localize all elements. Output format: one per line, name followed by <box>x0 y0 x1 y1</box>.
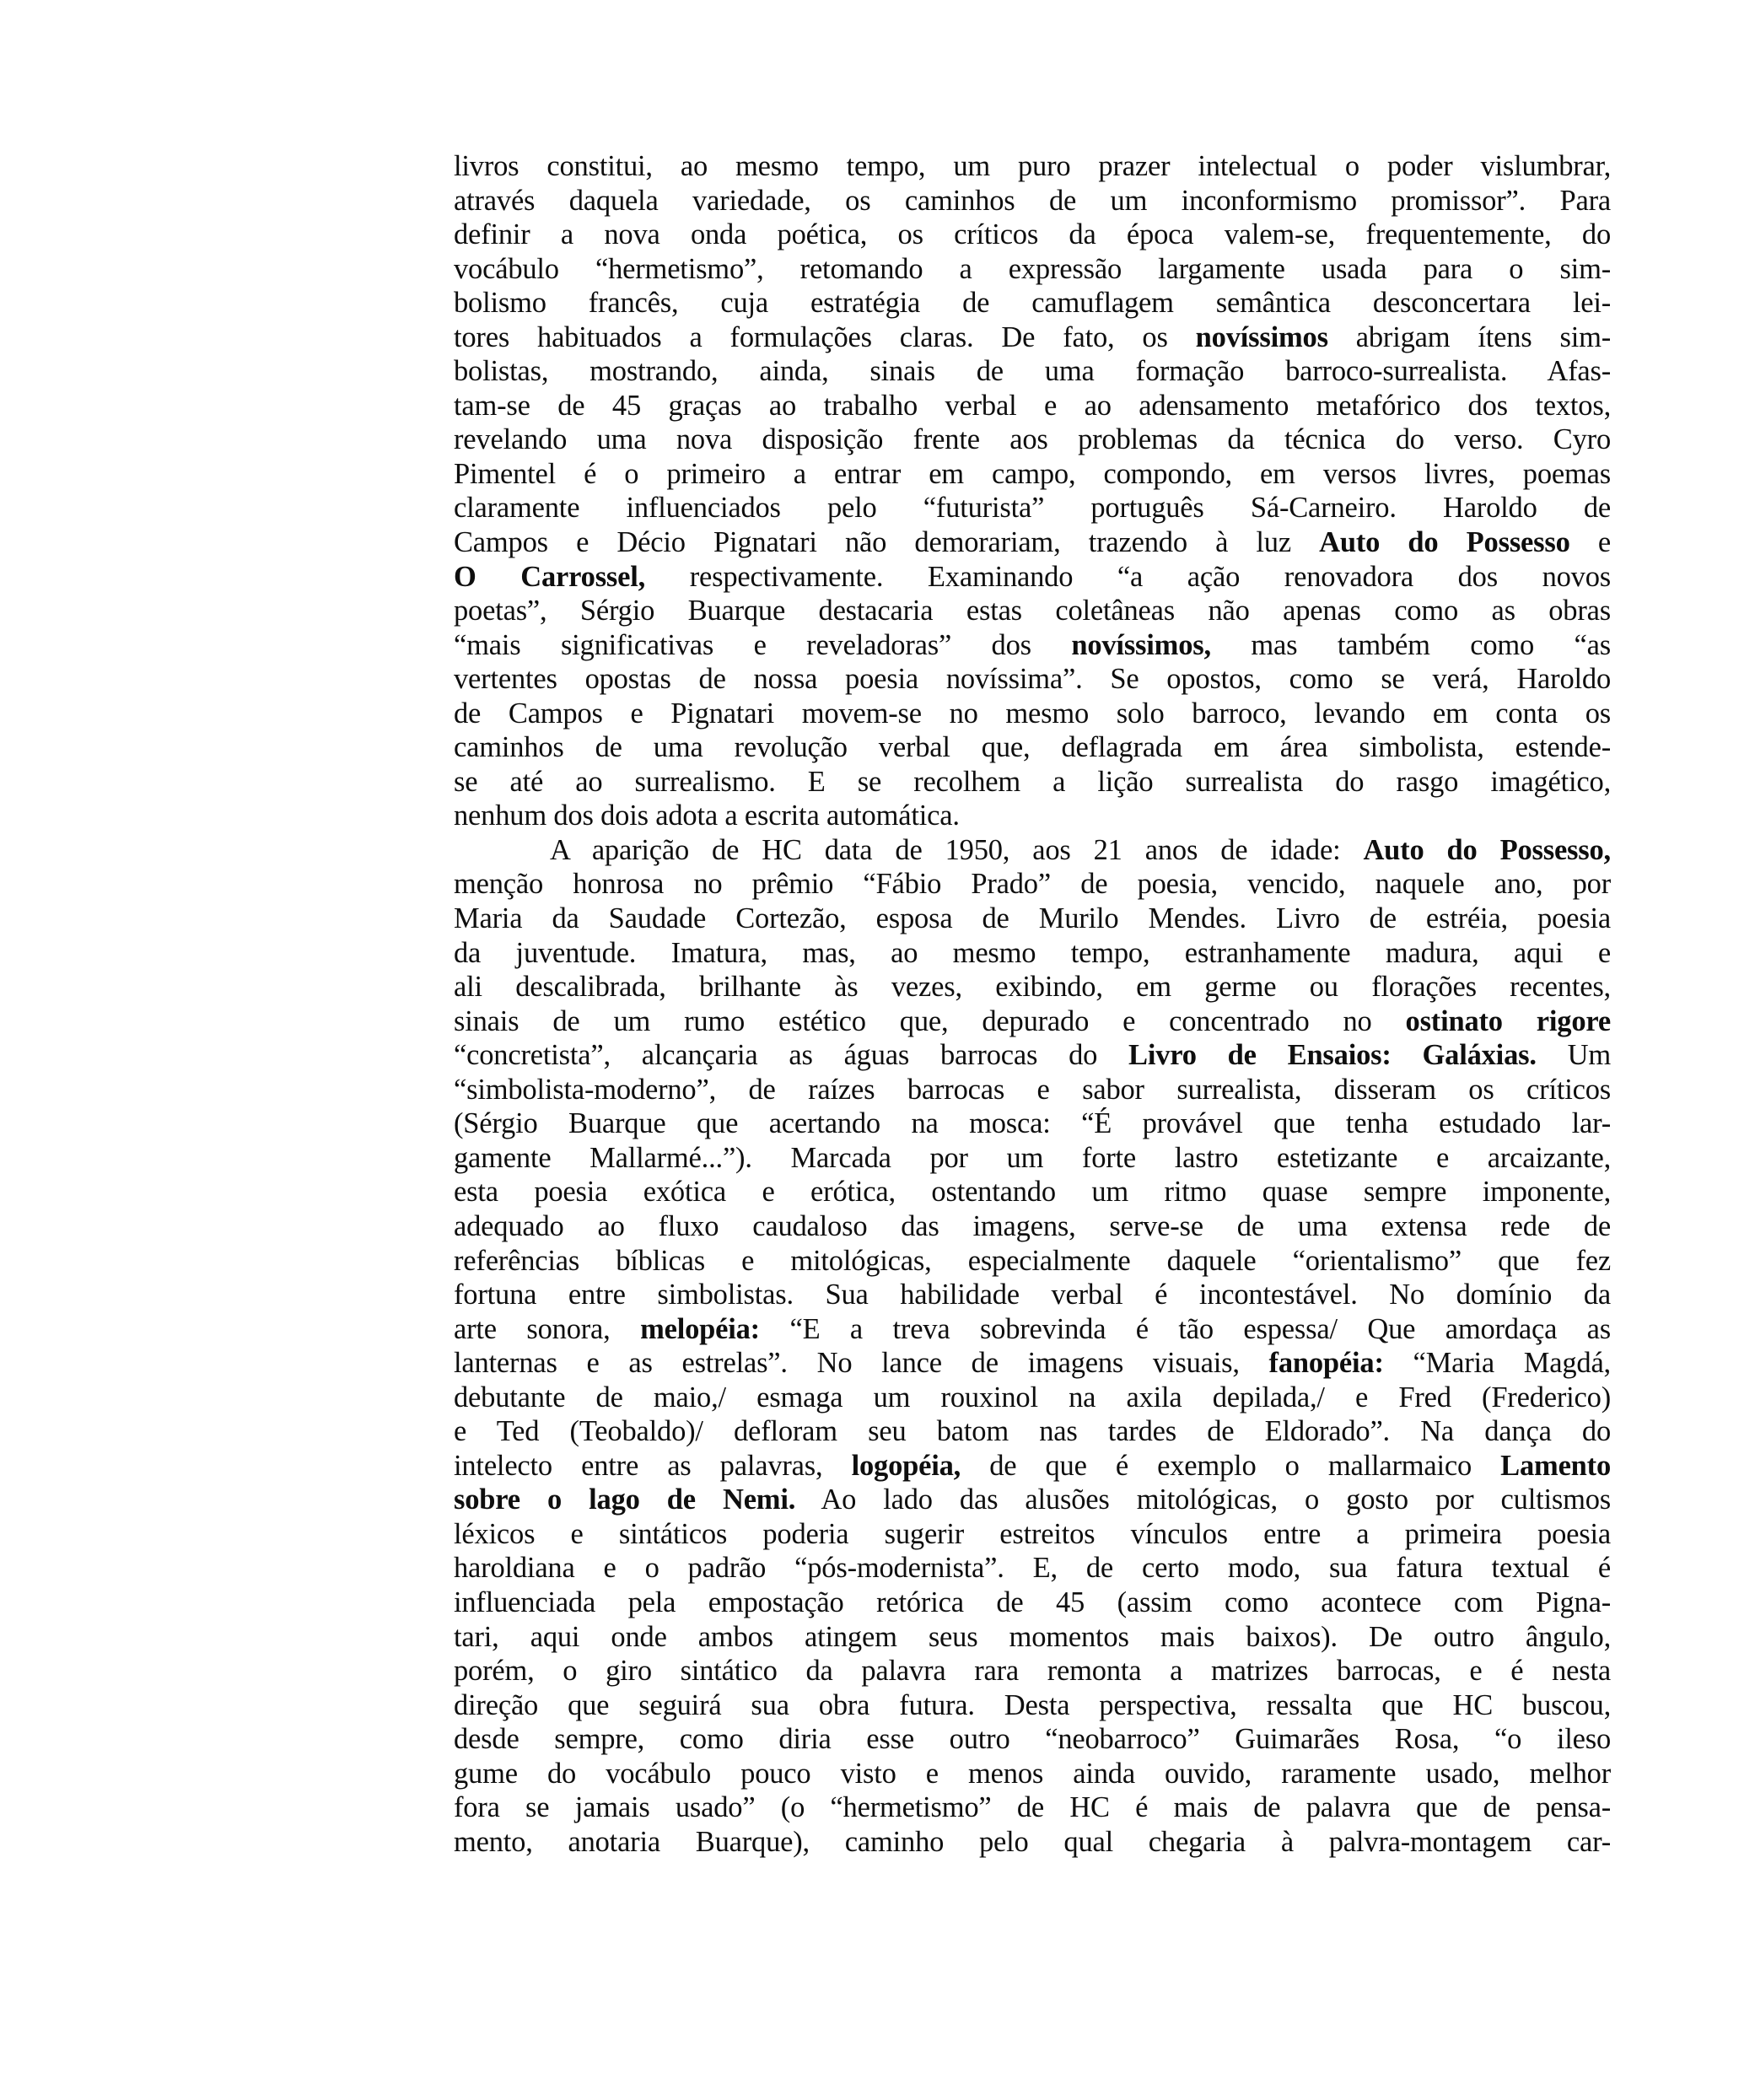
text-segment: haroldiana e o padrão “pós-modernista”. E, de certo modo, sua fatura textual é <box>454 1552 1611 1585</box>
text-segment: “simbolista-moderno”, de raízes barrocas e sabor surrealista, disseram os críticos <box>454 1073 1611 1106</box>
text-line <box>454 1038 1611 1073</box>
text-segment: Ao lado das alusões mitológicas, o gosto por cultismos <box>795 1483 1611 1516</box>
text-line <box>454 799 1611 833</box>
bold-text-segment: O Carrossel, <box>454 560 646 593</box>
text-segment: e <box>1569 526 1611 559</box>
text-segment: esta poesia exótica e erótica, ostentando um ritmo quase sempre imponente, <box>454 1176 1611 1209</box>
text-segment: intelecto entre as palavras, <box>454 1449 852 1482</box>
text-segment: vocábulo “hermetismo”, retomando a expressão largamente usada para o sim- <box>454 252 1611 285</box>
text-segment: através daquela variedade, os caminhos de um inconformismo promissor”. Para <box>454 184 1611 217</box>
text-segment: menção honrosa no prêmio “Fábio Prado” de poesia, vencido, naquele ano, por <box>454 868 1611 901</box>
bold-text-segment: Auto do Possesso, <box>1363 833 1611 866</box>
text-segment: direção que seguirá sua obra futura. Desta perspectiva, ressalta que HC buscou, <box>454 1688 1611 1721</box>
text-line <box>454 423 1611 457</box>
text-line <box>454 697 1611 731</box>
text-line <box>454 1790 1611 1825</box>
text-segment: nenhum dos dois adota a escrita automática. <box>454 800 960 832</box>
text-segment: mento, anotaria Buarque), caminho pelo qual chegaria à palvra-montagem car- <box>454 1825 1611 1858</box>
text-line <box>454 1244 1611 1279</box>
text-segment: desde sempre, como diria esse outro “neobarroco” Guimarães Rosa, “o ileso <box>454 1723 1611 1756</box>
text-segment: tores habituados a formulações claras. De fato, os <box>454 320 1196 353</box>
text-segment: A aparição de HC data de 1950, aos 21 anos de idade: <box>550 833 1364 866</box>
text-segment: léxicos e sintáticos poderia sugerir estreitos vínculos entre a primeira poesia <box>454 1517 1611 1550</box>
text-line <box>454 1722 1611 1757</box>
text-segment: influenciada pela empostação retórica de 45 (assim como acontece com Pigna- <box>454 1586 1611 1618</box>
text-line <box>454 1004 1611 1039</box>
text-line <box>454 1517 1611 1552</box>
text-line <box>454 628 1611 663</box>
text-line <box>454 320 1611 355</box>
text-segment: ali descalibrada, brilhante às vezes, exibindo, em germe ou florações recentes, <box>454 971 1611 1004</box>
text-line <box>454 1449 1611 1483</box>
text-segment: tam-se de 45 graças ao trabalho verbal e ao adensamento metafórico dos textos, <box>454 389 1611 422</box>
text-segment: porém, o giro sintático da palavra rara remonta a matrizes barrocas, e é nesta <box>454 1655 1611 1688</box>
text-line <box>454 457 1611 492</box>
text-line <box>454 833 1611 868</box>
text-line <box>454 1757 1611 1791</box>
text-segment: caminhos de uma revolução verbal que, deflagrada em área simbolista, estende- <box>454 731 1611 764</box>
text-line <box>454 1278 1611 1312</box>
text-line <box>454 1175 1611 1209</box>
text-line <box>454 1586 1611 1620</box>
text-segment: claramente influenciados pelo “futurista” português Sá-Carneiro. Haroldo de <box>454 492 1611 525</box>
text-line <box>454 1141 1611 1176</box>
text-line <box>454 1654 1611 1688</box>
text-segment: respectivamente. Examinando “a ação renovadora dos novos <box>645 560 1611 593</box>
text-line <box>454 1620 1611 1655</box>
text-segment: da juventude. Imatura, mas, ao mesmo tempo, estranhamente madura, aqui e <box>454 936 1611 969</box>
text-segment: adequado ao fluxo caudaloso das imagens, serve-se de uma extensa rede de <box>454 1209 1611 1242</box>
text-segment: tari, aqui onde ambos atingem seus momentos mais baixos). De outro ângulo, <box>454 1620 1611 1653</box>
text-segment: (Sérgio Buarque que acertando na mosca: “É provável que tenha estudado lar- <box>454 1107 1611 1140</box>
text-line <box>454 525 1611 560</box>
bold-text-segment: Lamento <box>1500 1449 1611 1482</box>
text-segment: de Campos e Pignatari movem-se no mesmo solo barroco, levando em conta os <box>454 697 1611 730</box>
text-line <box>454 1551 1611 1586</box>
text-line <box>454 1381 1611 1415</box>
text-line <box>454 730 1611 765</box>
text-segment: definir a nova onda poética, os críticos da época valem-se, frequentemente, do <box>454 218 1611 251</box>
text-line <box>454 491 1611 525</box>
text-line <box>454 1483 1611 1517</box>
text-segment: poetas”, Sérgio Buarque destacaria estas coletâneas não apenas como as obras <box>454 595 1611 627</box>
text-line <box>454 560 1611 595</box>
text-segment: livros constitui, ao mesmo tempo, um puro prazer intelectual o poder vislumbrar, <box>454 150 1611 182</box>
text-line <box>454 1414 1611 1449</box>
bold-text-segment: sobre o lago de Nemi. <box>454 1483 796 1516</box>
bold-text-segment: Auto do Possesso <box>1319 526 1570 559</box>
text-line <box>454 936 1611 971</box>
text-line <box>454 662 1611 697</box>
text-line <box>454 1209 1611 1244</box>
text-segment: Campos e Décio Pignatari não demorariam, trazendo à luz <box>454 526 1320 559</box>
text-line <box>454 389 1611 423</box>
bold-text-segment: fanopéia: <box>1268 1347 1384 1380</box>
text-segment: mas também como “as <box>1210 628 1611 661</box>
text-line <box>454 1688 1611 1723</box>
text-line <box>454 902 1611 936</box>
text-segment: “mais significativas e reveladoras” dos <box>454 628 1072 661</box>
text-segment: lanternas e as estrelas”. No lance de imagens visuais, <box>454 1347 1269 1380</box>
paragraph <box>454 833 1611 1859</box>
text-segment: gamente Mallarmé...”). Marcada por um forte lastro estetizante e arcaizante, <box>454 1141 1611 1174</box>
bold-text-segment: melopéia: <box>640 1312 760 1345</box>
text-segment: vertentes opostas de nossa poesia novíssima”. Se opostos, como se verá, Haroldo <box>454 663 1611 696</box>
text-line <box>454 765 1611 800</box>
text-line <box>454 184 1611 218</box>
text-segment: bolismo francês, cuja estratégia de camuflagem semântica desconcertara lei- <box>454 287 1611 320</box>
bold-text-segment: logopéia, <box>851 1449 961 1482</box>
text-line <box>454 286 1611 320</box>
text-segment: sinais de um rumo estético que, depurado e concentrado no <box>454 1004 1406 1037</box>
text-line <box>454 149 1611 184</box>
text-segment: arte sonora, <box>454 1312 641 1345</box>
bold-text-segment: novíssimos, <box>1071 628 1211 661</box>
text-segment: revelando uma nova disposição frente aos problemas da técnica do verso. Cyro <box>454 423 1611 456</box>
text-segment: Maria da Saudade Cortezão, esposa de Murilo Mendes. Livro de estréia, poesia <box>454 902 1611 935</box>
text-line <box>454 1073 1611 1107</box>
text-segment: “concretista”, alcançaria as águas barrocas do <box>454 1039 1129 1072</box>
bold-text-segment: ostinato rigore <box>1405 1004 1611 1037</box>
text-line <box>454 252 1611 287</box>
text-line <box>454 1346 1611 1381</box>
text-segment: e Ted (Teobaldo)/ defloram seu batom nas tardes de Eldorado”. Na dança do <box>454 1415 1611 1448</box>
text-segment: Um <box>1536 1039 1611 1072</box>
text-segment: “Maria Magdá, <box>1383 1347 1611 1380</box>
text-line <box>454 354 1611 389</box>
text-segment: debutante de maio,/ esmaga um rouxinol na axila depilada,/ e Fred (Frederico) <box>454 1381 1611 1413</box>
text-segment: fortuna entre simbolistas. Sua habilidade verbal é incontestável. No domínio da <box>454 1279 1611 1311</box>
text-line <box>454 1107 1611 1141</box>
text-line <box>454 594 1611 628</box>
bold-text-segment: Livro de Ensaios: Galáxias. <box>1128 1039 1537 1072</box>
text-segment: referências bíblicas e mitológicas, especialmente daquele “orientalismo” que fez <box>454 1244 1611 1277</box>
paragraph <box>454 149 1611 833</box>
text-line <box>454 1825 1611 1860</box>
text-line <box>454 1312 1611 1347</box>
text-segment: bolistas, mostrando, ainda, sinais de uma formação barroco-surrealista. Afas- <box>454 355 1611 388</box>
text-segment: Pimentel é o primeiro a entrar em campo, compondo, em versos livres, poemas <box>454 457 1611 490</box>
text-segment: gume do vocábulo pouco visto e menos ainda ouvido, raramente usado, melhor <box>454 1757 1611 1790</box>
text-line <box>454 970 1611 1004</box>
page-text-block <box>454 149 1611 1859</box>
text-segment: de que é exemplo o mallarmaico <box>961 1449 1501 1482</box>
text-line <box>454 218 1611 252</box>
bold-text-segment: novíssimos <box>1195 320 1328 353</box>
text-line <box>454 867 1611 902</box>
text-segment: se até ao surrealismo. E se recolhem a lição surrealista do rasgo imagético, <box>454 765 1611 798</box>
text-segment: fora se jamais usado” (o “hermetismo” de HC é mais de palavra que de pensa- <box>454 1791 1611 1824</box>
text-segment: “E a treva sobrevinda é tão espessa/ Que amordaça as <box>759 1312 1611 1345</box>
text-segment: abrigam ítens sim- <box>1327 320 1611 353</box>
